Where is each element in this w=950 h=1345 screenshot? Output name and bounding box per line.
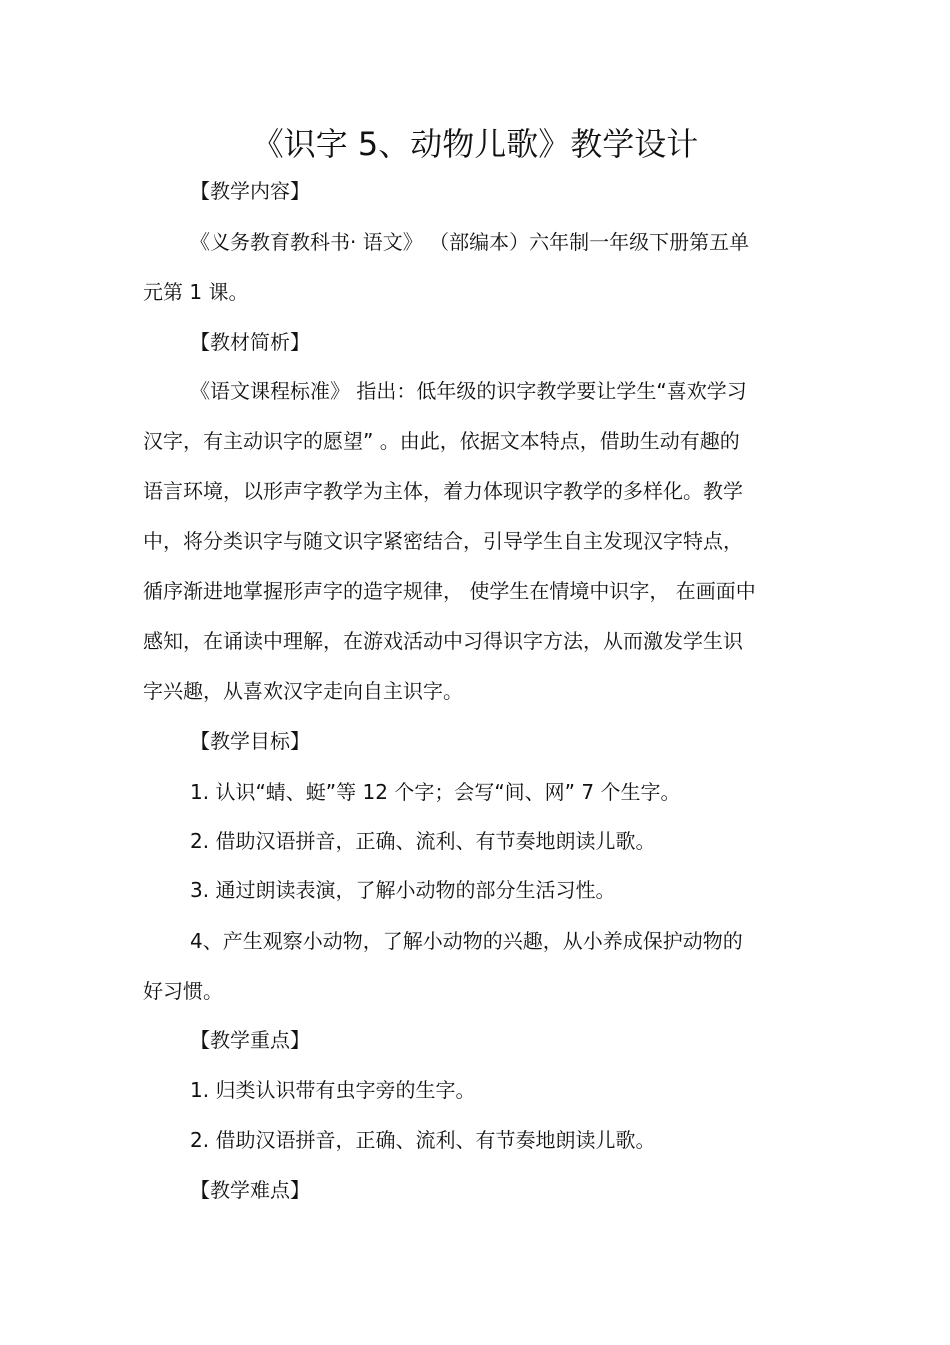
key-point-2: 2. 借助汉语拼音，正确、流利、有节奏地朗读儿歌。 (190, 1128, 656, 1152)
content-line-1: 《义务教育教科书· 语文》 （部编本）六年制一年级下册第五单 (190, 230, 750, 254)
key-point-1: 1. 归类认识带有虫字旁的生字。 (190, 1078, 476, 1102)
section-heading-analysis: 【教材简析】 (190, 330, 310, 354)
section-heading-goals: 【教学目标】 (190, 729, 310, 753)
goal-item-1: 1. 认识“蜻、蜓”等 12 个字；会写“间、网” 7 个生字。 (190, 780, 681, 804)
analysis-line-5: 循序渐进地掌握形声字的造字规律， 使学生在情境中识字， 在画面中 (143, 579, 756, 603)
analysis-line-4: 中，将分类识字与随文识字紧密结合，引导学生自主发现汉字特点， (143, 529, 743, 553)
section-heading-content: 【教学内容】 (190, 179, 310, 203)
document-title: 《识字 5、动物儿歌》教学设计 (251, 125, 699, 163)
section-heading-difficulty: 【教学难点】 (190, 1178, 310, 1202)
goal-item-2: 2. 借助汉语拼音，正确、流利、有节奏地朗读儿歌。 (190, 829, 656, 853)
goal-item-3: 3. 通过朗读表演，了解小动物的部分生活习性。 (190, 878, 616, 902)
analysis-line-1: 《语文课程标准》 指出：低年级的识字教学要让学生“喜欢学习 (190, 379, 747, 403)
content-line-2: 元第 1 课。 (143, 280, 249, 304)
section-heading-key-points: 【教学重点】 (190, 1028, 310, 1052)
analysis-line-3: 语言环境，以形声字教学为主体，着力体现识字教学的多样化。教学 (143, 479, 743, 503)
analysis-line-2: 汉字，有主动识字的愿望” 。由此，依据文本特点，借助生动有趣的 (143, 429, 740, 453)
goal-item-4: 4、产生观察小动物，了解小动物的兴趣，从小养成保护动物的 (190, 929, 743, 953)
analysis-line-6: 感知，在诵读中理解，在游戏活动中习得识字方法，从而激发学生识 (143, 629, 743, 653)
analysis-line-7: 字兴趣，从喜欢汉字走向自主识字。 (143, 679, 463, 703)
goal-item-4-continued: 好习惯。 (143, 979, 223, 1003)
